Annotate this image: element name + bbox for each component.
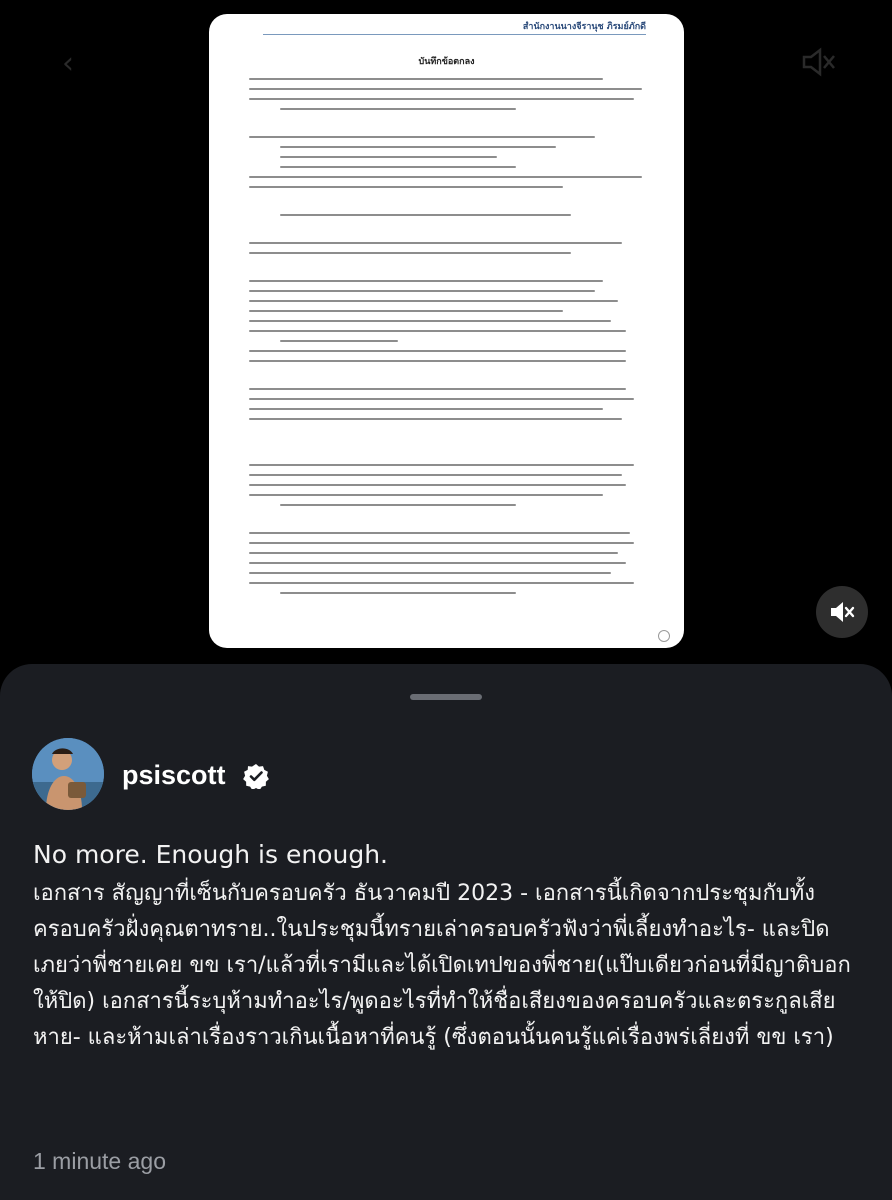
document-text-line [249,224,642,225]
post-caption [33,836,863,1056]
verified-badge-icon [243,763,269,789]
document-text-line [249,320,611,322]
document-text-line [280,340,398,342]
document-text-line [280,146,555,148]
document-text-line [249,242,622,244]
document-text-line [249,408,603,410]
document-text-line [249,176,642,178]
document-text-line [280,156,496,158]
caption-body: เอกสาร สัญญาที่เซ็นกับครอบครัว ธันวาคมปี 2023 - เอกสารนี้เกิดจากประชุมกับทั้งครอบครัวฝั่งคุณตาทราย..ในประชุมนี้ทรายเล่าครอบครัวฟังว่าพี่เลี้ยงทำอะไร- และปิดเภยว่าพี่ชายเคย ขข เรา/แล้วที่เรามีและได้เปิดเทปของพี่ชาย(แป๊บเดียวก่อนที่มีญาติบอกให้ปิด) เอกสารนี้ระบุห้ามทำอะไร/พูดอะไรที่ทำให้ชื่อเสียงของครอบครัวและตระกูลเสียหาย- และห้ามเล่าเรื่องราวเกินเนื้อหาที่คนรู้ (ซึ่งตอนนั้นคนรู้แค่เรื่องพร่เลี่ยงที่ ขข เรา) [33,881,851,1050]
document-text-line [249,552,618,554]
document-title: บันทึกข้อตกลง [418,57,475,67]
document-text-line [249,428,642,429]
document-text-line [249,262,642,263]
document-text-line [249,494,603,496]
sheet-drag-handle[interactable] [410,694,482,700]
document-text-line [249,582,634,584]
document-text-line [249,88,642,90]
document-text-line [249,572,611,574]
document-image [209,14,684,648]
document-text-line [249,290,595,292]
document-text-line [249,542,634,544]
caption-first-line: No more. Enough is enough. [33,840,388,869]
username[interactable]: psiscott [122,760,226,790]
document-text-line [249,464,634,466]
document-text-line [249,388,626,390]
document-text-line [280,214,571,216]
document-text-line [249,398,634,400]
document-text-line [249,252,571,254]
document-text-line [280,166,516,168]
mute-button[interactable] [816,586,868,638]
document-text-line [249,330,626,332]
post-details-sheet [0,664,892,1200]
document-text-line [249,484,626,486]
document-text-line [249,562,626,564]
document-text-line [249,186,563,188]
document-text-line [249,514,642,515]
document-text-line [249,78,603,80]
document-header-rule [263,34,646,35]
document-text-line [249,370,642,371]
document-page-mark [658,630,670,642]
document-text-line [249,196,642,197]
document-text-line [249,360,626,362]
speaker-muted-icon [829,599,855,625]
document-text-line [249,474,622,476]
document-text-line [249,300,618,302]
document-text-line [280,592,516,594]
document-text-line [249,418,622,420]
document-text-line [249,136,595,138]
document-text-line [249,98,634,100]
document-text-line [280,504,516,506]
sound-icon [800,44,836,88]
document-letterhead: สำนักงานนางจีรานุช ภิรมย์ภักดี [522,22,646,32]
document-text-line [249,310,563,312]
document-text-line [249,280,603,282]
avatar[interactable] [32,738,104,810]
post-timestamp: 1 minute ago [33,1148,166,1174]
chevron-left-icon[interactable]: ‹ [62,46,74,81]
document-text-line [249,118,642,119]
document-text-line [280,108,516,110]
document-text-lines [249,78,642,602]
document-text-line [249,532,630,534]
document-text-line [249,350,626,352]
document-text-line [249,446,642,447]
